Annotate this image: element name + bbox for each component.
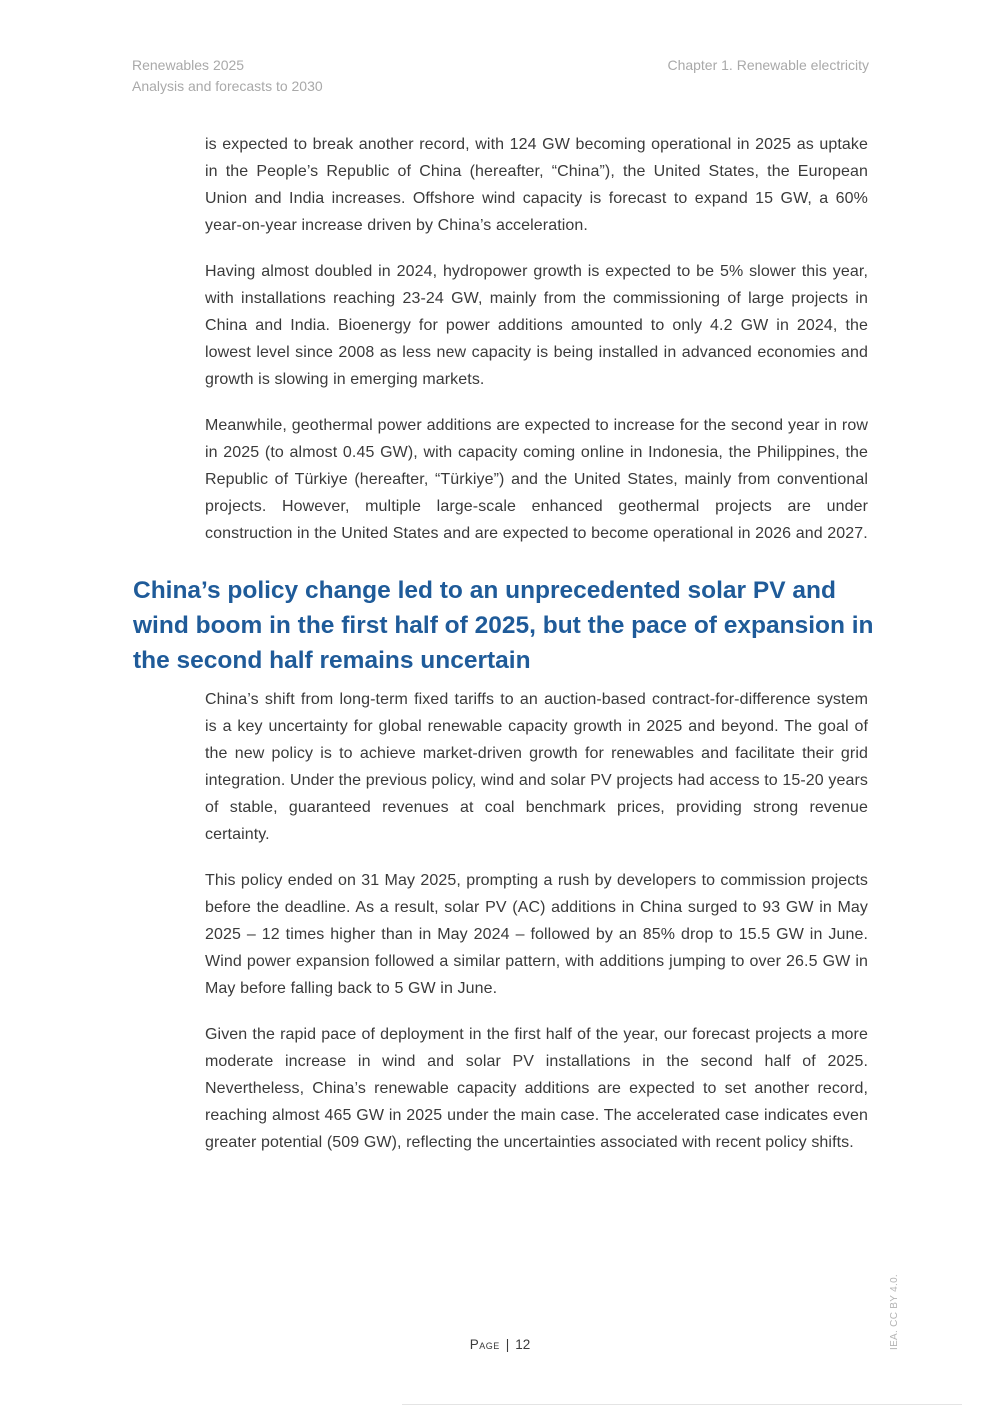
body-content <box>133 131 874 1175</box>
header-chapter-title: Chapter 1. Renewable electricity <box>667 57 869 73</box>
body-paragraph: China’s shift from long-term fixed tariffs to an auction-based contract-for-difference system is a key uncertainty for global renewable capacity growth in 2025 and beyond. The goal of the new policy is to achieve market-driven growth for renewables and facilitate their grid integration. Under the previous policy, wind and solar PV projects had access to 15-20 years of stable, guaranteed revenues at coal benchmark prices, providing strong revenue certainty. <box>205 691 868 843</box>
header-publication-block <box>132 55 323 97</box>
footer-separator: | <box>505 1337 510 1352</box>
copyright-side-note: IEA. CC BY 4.0. <box>889 1273 900 1350</box>
page-footer <box>0 1337 1000 1352</box>
running-header <box>132 55 869 97</box>
body-paragraph: is expected to break another record, with 124 GW becoming operational in 2025 as uptake in the People’s Republic of China (hereafter, “China”), the United States, the European Union and India increases. Offshore wind capacity is forecast to expand 15 GW, a 60% year-on-year increase driven by China’s acceleration. <box>205 136 868 234</box>
body-paragraph: Having almost doubled in 2024, hydropower growth is expected to be 5% slower this year, with installations reaching 23-24 GW, mainly from the commissioning of large projects in China and India. Bioenergy for power additions amounted to only 4.2 GW in 2024, the lowest level since 2008 as less new capacity is being installed in advanced economies and growth is slowing in emerging markets. <box>205 263 868 388</box>
scan-artifact-line <box>402 1404 962 1405</box>
footer-page-label: Page <box>469 1337 500 1352</box>
body-paragraph: Meanwhile, geothermal power additions are expected to increase for the second year in row in 2025 (to almost 0.45 GW), with capacity coming online in Indonesia, the Philippines, the Republic of Türkiye (hereafter, “Türkiye”) and the United States, mainly from conventional projects. However, multiple large-scale enhanced geothermal projects are under construction in the United States and are expected to become operational in 2026 and 2027. <box>205 417 868 542</box>
body-paragraph: This policy ended on 31 May 2025, prompting a rush by developers to commission projects before the deadline. As a result, solar PV (AC) additions in China surged to 93 GW in May 2025 – 12 times higher than in May 2024 – followed by an 85% drop to 15.5 GW in June. Wind power expansion followed a similar pattern, with additions jumping to over 26.5 GW in May before falling back to 5 GW in June. <box>205 872 868 997</box>
header-publication-subtitle: Analysis and forecasts to 2030 <box>132 78 323 94</box>
footer-page-number: 12 <box>515 1337 531 1352</box>
body-paragraph: Given the rapid pace of deployment in the first half of the year, our forecast projects a more moderate increase in wind and solar PV installations in the second half of 2025. Nevertheless, China’s renewable capacity additions are expected to set another record, reaching almost 465 GW in 2025 under the main case. The accelerated case indicates even greater potential (509 GW), reflecting the uncertainties associated with recent policy shifts. <box>205 1026 868 1151</box>
header-publication-title: Renewables 2025 <box>132 57 245 73</box>
section-heading: China’s policy change led to an unprecedented solar PV and wind boom in the first half of 2025, but the pace of expansion in the second half remains uncertain <box>133 577 874 674</box>
